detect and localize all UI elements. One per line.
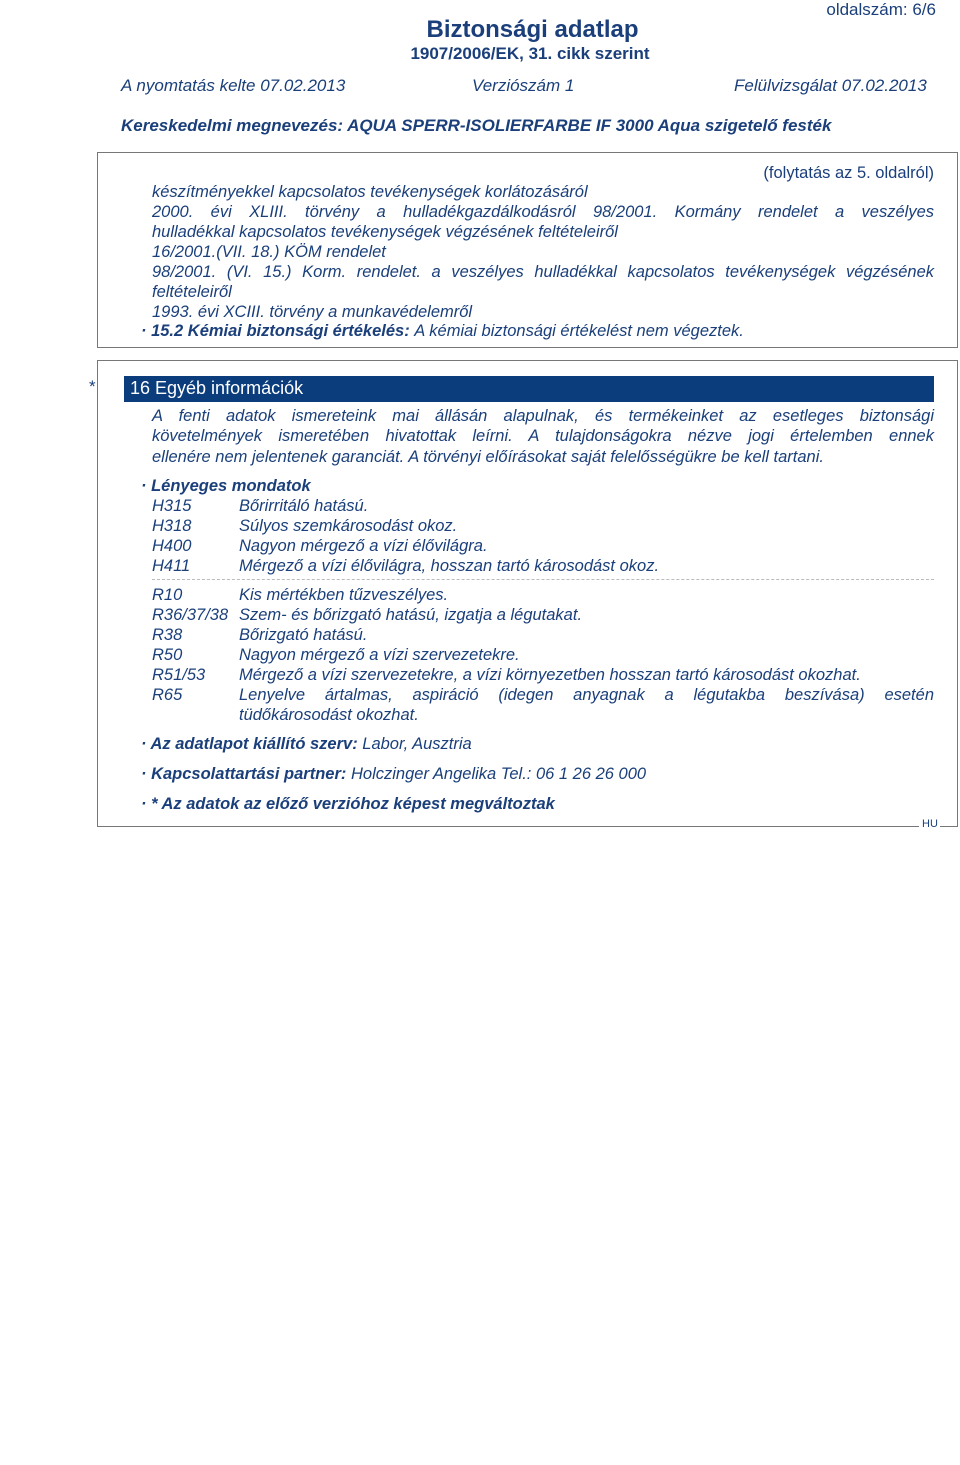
section16-intro-line: követelmények ismeretében hivatottak leírni. A tulajdonságokra nézve jogi értelemben ennek [152,427,934,445]
section16-bottom-rule [940,826,957,827]
h-phrase-code: H411 [152,557,191,575]
section15-line: 16/2001.(VII. 18.) KÖM rendelet [152,243,386,261]
r-phrase-code: R36/37/38 [152,606,229,624]
trade-name: Kereskedelmi megnevezés: AQUA SPERR-ISOLIERFARBE IF 3000 Aqua szigetelő festék [121,116,832,135]
phrase-separator [152,579,934,580]
issuer-label: · Az adatlapot kiállító szerv: [141,735,358,753]
section15-line: 98/2001. (VI. 15.) Korm. rendelet. a veszélyes hulladékkal kapcsolatos tevékenységek végzésének [152,263,934,281]
r-phrase-code: R65 [152,686,183,704]
section16-intro-line: ellenére nem jelentenek garanciát. A törvényi előírásokat saját felelősségükre be kell tartani. [152,448,824,466]
r-phrase-text: Bőrizgató hatású. [239,626,368,644]
r-phrase-continuation: tüdőkárosodást okozhat. [239,706,419,724]
h-phrase-text: Bőrirritáló hatású. [239,497,369,515]
contact-line [141,765,646,784]
r-phrase-code: R51/53 [152,666,206,684]
r-phrase-code: R10 [152,586,183,604]
chemical-safety-label: · 15.2 Kémiai biztonsági értékelés: [141,322,410,340]
h-phrase-code: H315 [152,497,192,515]
version-number: Verziószám 1 [472,76,575,95]
r-phrase-text: Szem- és bőrizgató hatású, izgatja a légutakat. [239,606,583,624]
section16-title: 16 Egyéb információk [130,378,304,398]
continuation-note: (folytatás az 5. oldalról) [763,164,934,182]
r-phrase-text: Kis mértékben tűzveszélyes. [239,586,449,604]
language-code: HU [922,818,938,830]
document-subtitle: 1907/2006/EK, 31. cikk szerint [410,44,650,63]
h-phrase-code: H318 [152,517,192,535]
section15-line: feltételeiről [152,283,232,301]
changes-note: · * Az adatok az előző verzióhoz képest megváltoztak [141,795,555,813]
section15-line: hulladékkal kapcsolatos tevékenységek végzésének feltételeiről [152,223,618,241]
section16-intro-line: A fenti adatok ismereteink mai állásán alapulnak, és termékeinket az esetleges biztonsági [152,407,934,425]
section16-header [124,376,934,402]
section15-line: 1993. évi XCIII. törvény a munkavédelemről [152,303,473,321]
h-phrase-text: Mérgező a vízi élővilágra, hosszan tartó károsodást okoz. [239,557,660,575]
revision-date: Felülvizsgálat 07.02.2013 [734,76,927,95]
contact-value: Holczinger Angelika Tel.: 06 1 26 26 000 [350,765,647,783]
r-phrase-text: Mérgező a vízi szervezetekre, a vízi környezetben hosszan tartó károsodást okozhat. [239,666,861,684]
issuer-value: Labor, Ausztria [362,735,472,753]
r-phrase-text: Lenyelve ártalmas, aspiráció (idegen anyagnak a légutakba beszívása) esetén [239,686,934,704]
h-phrase-text: Súlyos szemkárosodást okoz. [239,517,458,535]
r-phrase-code: R50 [152,646,183,664]
contact-label: · Kapcsolattartási partner: [141,765,347,783]
section15-line: 2000. évi XLIII. törvény a hulladékgazdálkodásról 98/2001. Kormány rendelet a veszélyes [152,203,934,221]
phrases-heading: · Lényeges mondatok [141,477,311,495]
h-phrase-text: Nagyon mérgező a vízi élővilágra. [239,537,488,555]
chemical-safety-item [141,322,744,341]
r-phrase-text: Nagyon mérgező a vízi szervezetekre. [239,646,520,664]
h-phrase-code: H400 [152,537,192,555]
chemical-safety-text: A kémiai biztonsági értékelést nem végeztek. [414,322,744,340]
change-marker: * [89,377,96,396]
document-title: Biztonsági adatlap [426,16,639,43]
section15-line: készítményekkel kapcsolatos tevékenységek korlátozásáról [152,183,588,201]
section16-bottom-rule [97,826,919,827]
print-date: A nyomtatás kelte 07.02.2013 [121,76,346,95]
r-phrase-code: R38 [152,626,183,644]
issuer-line [141,735,472,754]
page-number: oldalszám: 6/6 [826,0,936,19]
